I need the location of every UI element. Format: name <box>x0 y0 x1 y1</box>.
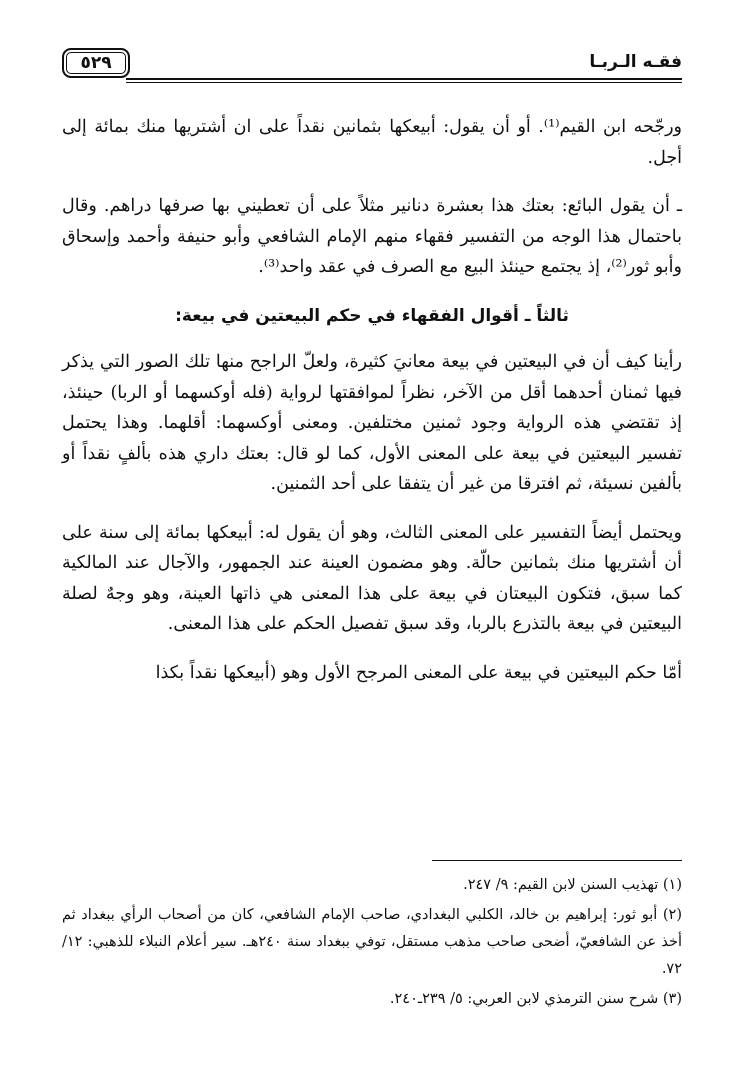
footnote: (١) تهذيب السنن لابن القيم: ٩/ ٢٤٧. <box>463 877 682 893</box>
paragraph: ورجّحه ابن القيم⁽¹⁾. أو أن يقول: أبيعكها بثمانين نقداً على ان أشتريها منك بمائة إلى أجل. <box>62 117 682 168</box>
section-heading: ثالثاً ـ أقوال الفقهاء في حكم البيعتين في بيعة: <box>175 305 569 326</box>
header-rule <box>126 78 682 80</box>
paragraph: ويحتمل أيضاً التفسير على المعنى الثالث، وهو أن يقول له: أبيعكها بمائة إلى سنة على أن أشتريها منك بثمانين حالّة. وهو مضمون العينة عند الجمهور، والآجال عند المالكية كما سبق، فتكون البيعتان في بيعة على هذا المعنى هي ذاتها العينة، وهو وجهٌ لصلة البيعتين في بيعة بالتذرع بالربا، وقد سبق تفصيل الحكم على هذا المعنى. <box>62 522 682 634</box>
footnotes <box>62 872 682 1016</box>
running-title: فقـه الـربـا <box>589 52 682 72</box>
header-rule-thin <box>126 82 682 83</box>
footnote-separator <box>432 860 682 861</box>
page-number-text: ٥٢٩ <box>80 53 112 73</box>
paragraph: ـ أن يقول البائع: بعتك هذا بعشرة دنانير مثلاً على أن تعطيني بها صرفها دراهم. وقال باحتمال هذا الوجه من التفسير فقهاء منهم الإمام الشافعي وأبو حنيفة وأحمد وإسحاق وأبو ثور⁽²⁾، إذ يجتمع حينئذ البيع مع الصرف في عقد واحد⁽³⁾. <box>62 196 682 277</box>
paragraph: رأينا كيف أن في البيعتين في بيعة معانيَ كثيرة، ولعلّ الراجح منها تلك الصور التي يذكر فيها ثمنان أحدهما أقل من الآخر، نظراً لموافقتها لرواية (فله أوكسهما أو الربا) حينئذ، إذ تقتضي هذه الرواية وجود ثمنين مختلفين. ومعنى أوكسهما: أقلهما. وهذا يحتمل تفسير البيعتين في بيعة على المعنى الأول، كما لو قال: بعتك داري هذه بألفٍ نقداً أو بألفين نسيئة، ثم افترقا من غير أن يتفقا على أحد الثمنين. <box>62 352 682 494</box>
footnote: (٣) شرح سنن الترمذي لابن العربي: ٥/ ٢٣٩ـ٢٤٠. <box>389 991 682 1007</box>
page-header <box>62 44 682 84</box>
paragraph: أمّا حكم البيعتين في بيعة على المعنى المرجح الأول وهو (أبيعكها نقداً بكذا <box>155 662 682 683</box>
main-text <box>62 112 682 706</box>
footnote: (٢) أبو ثور: إبراهيم بن خالد، الكلبي البغدادي، صاحب الإمام الشافعي، كان من أصحاب الرأي ببغداد ثم أخذ عن الشافعيّ، أضحى صاحب مذهب مستقل، توفي ببغداد سنة ٢٤٠هـ. سير أعلام النبلاء للذهبي: ١٢/ ٧٢. <box>62 907 682 977</box>
page-number <box>62 48 130 78</box>
